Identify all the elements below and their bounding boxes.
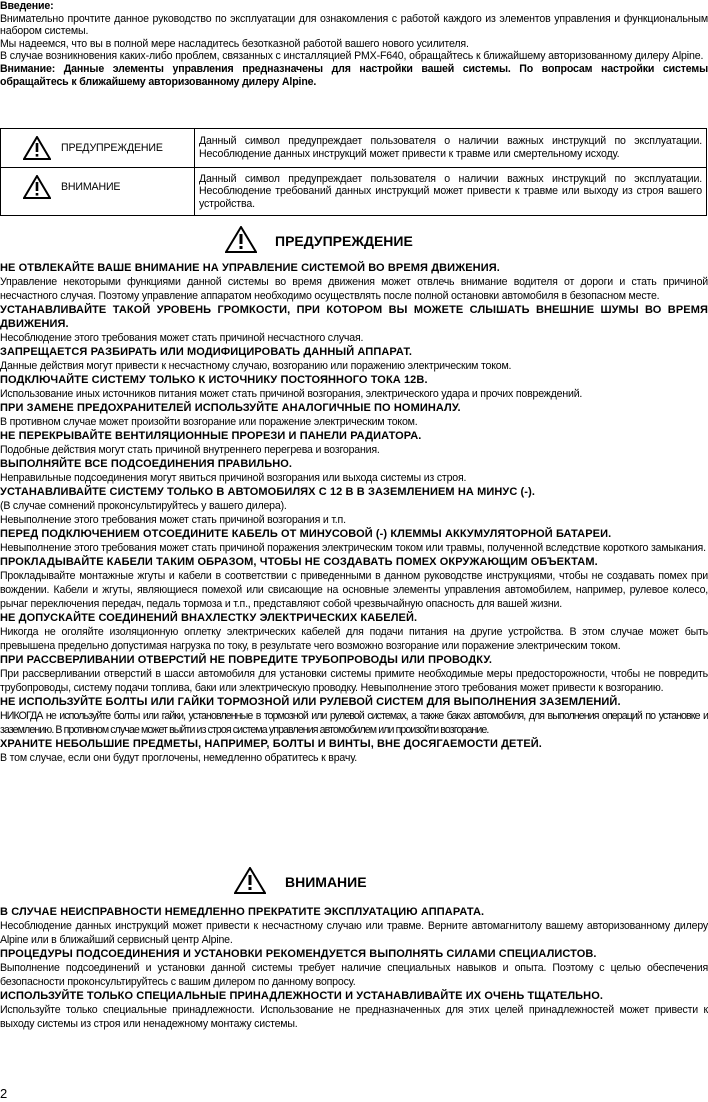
warning-item-text: Несоблюдение этого требования может стать причиной несчастного случая.: [0, 332, 364, 344]
caution-item-text: Выполнение подсоединений и установки данной системы требует наличие специальных навыков и опыта. Поэтому с целью обеспечения безопасности проконсультируйтесь с вашим дилером по данному вопросу.: [0, 962, 708, 988]
symbol-label: ВНИМАНИЕ: [61, 181, 121, 193]
warning-triangle-icon: [234, 867, 266, 894]
warning-triangle-icon: [225, 226, 257, 253]
warning-item-heading: ХРАНИТЕ НЕБОЛЬШИЕ ПРЕДМЕТЫ, НАПРИМЕР, БОЛТЫ И ВИНТЫ, ВНЕ ДОСЯГАЕМОСТИ ДЕТЕЙ.: [0, 738, 542, 750]
caution-item-heading: В СЛУЧАЕ НЕИСПРАВНОСТИ НЕМЕДЛЕННО ПРЕКРАТИТЕ ЭКСПЛУАТАЦИЮ АППАРАТА.: [0, 906, 485, 918]
warning-heading-text: ПРЕДУПРЕЖДЕНИЕ: [275, 233, 413, 249]
warning-item-text: НИКОГДА не используйте болты или гайки, установленные в тормозной или рулевой системах, а также баках автомобиля, для выполнения операций по установке и заземлению. В противном случае может выйти из строя система управления автомобилем или произойти возгорание.: [0, 710, 708, 736]
warning-item-heading: ЗАПРЕЩАЕТСЯ РАЗБИРАТЬ ИЛИ МОДИФИЦИРОВАТЬ ДАННЫЙ АППАРАТ.: [0, 346, 413, 358]
warning-item-heading: ВЫПОЛНЯЙТЕ ВСЕ ПОДСОЕДИНЕНИЯ ПРАВИЛЬНО.: [0, 458, 293, 470]
intro-paragraph: Внимательно прочтите данное руководство по эксплуатации для ознакомления с работой каждого из элементов управления и функциональным набором системы.: [0, 12, 708, 38]
symbol-label-cell: [1, 129, 195, 168]
warning-item-text: Управление некоторыми функциями данной системы во время движения может отвлечь внимание водителя от дороги и стать причиной несчастного случая. Поэтому управление аппаратом необходимо осуществлять после полной остановки автомобиля в безопасном месте.: [0, 276, 708, 302]
intro-section: [0, 0, 708, 88]
warning-item-text: Невыполнение этого требования может стать причиной поражения электрическим током или травмы, полученной вследствие короткого замыкания.: [0, 542, 706, 554]
warning-item-text: Подобные действия могут стать причиной внутреннего перегрева и возгорания.: [0, 444, 380, 456]
symbol-description: Данный символ предупреждает пользователя о наличии важных инструкций по эксплуатации. Несоблюдение требований данных инструкций может привести к травме или выходу из строя вашего устройства.: [195, 168, 707, 216]
warning-item-text: Невыполнение этого требования может стать причиной возгорания и т.п.: [0, 514, 346, 526]
warning-section: [0, 261, 708, 765]
warning-item-text: Данные действия могут привести к несчастному случаю, возгоранию или поражению электрическим током.: [0, 360, 512, 372]
caution-item-heading: ИСПОЛЬЗУЙТЕ ТОЛЬКО СПЕЦИАЛЬНЫЕ ПРИНАДЛЕЖНОСТИ И УСТАНАВЛИВАЙТЕ ИХ ОЧЕНЬ ТЩАТЕЛЬНО.: [0, 990, 604, 1002]
intro-paragraph: Мы надеемся, что вы в полной мере насладитесь безотказной работой вашего нового усилителя.: [0, 37, 469, 50]
warning-item-heading: ПОДКЛЮЧАЙТЕ СИСТЕМУ ТОЛЬКО К ИСТОЧНИКУ ПОСТОЯННОГО ТОКА 12В.: [0, 374, 428, 386]
warning-item-heading: НЕ ОТВЛЕКАЙТЕ ВАШЕ ВНИМАНИЕ НА УПРАВЛЕНИЕ СИСТЕМОЙ ВО ВРЕМЯ ДВИЖЕНИЯ.: [0, 262, 500, 274]
warning-item-heading: НЕ ПЕРЕКРЫВАЙТЕ ВЕНТИЛЯЦИОННЫЕ ПРОРЕЗИ И ПАНЕЛИ РАДИАТОРА.: [0, 430, 422, 442]
warning-item-heading: НЕ ИСПОЛЬЗУЙТЕ БОЛТЫ ИЛИ ГАЙКИ ТОРМОЗНОЙ ИЛИ РУЛЕВОЙ СИСТЕМ ДЛЯ ВЫПОЛНЕНИЯ ЗАЗЕМЛЕНИЙ.: [0, 696, 621, 708]
warning-item-heading: ПРИ РАССВЕРЛИВАНИИ ОТВЕРСТИЙ НЕ ПОВРЕДИТЕ ТРУБОПРОВОДЫ ИЛИ ПРОВОДКУ.: [0, 654, 493, 666]
warning-item-text: При рассверливании отверстий в шасси автомобиля для установки системы примите необходимые меры предосторожности, чтобы не повредить трубопроводы, систему подачи топлива, баки или электрическую проводку. Невыполнение этого требования может привести к возгоранию.: [0, 668, 708, 694]
table-row: [1, 168, 707, 216]
warning-item-heading: НЕ ДОПУСКАЙТЕ СОЕДИНЕНИЙ ВНАХЛЕСТКУ ЭЛЕКТРИЧЕСКИХ КАБЕЛЕЙ.: [0, 612, 418, 624]
intro-title: Введение:: [0, 0, 54, 12]
warning-triangle-icon: [23, 175, 51, 199]
intro-paragraph: В случае возникновения каких-либо проблем, связанных с инсталляцией PMX-F640, обращайтесь к ближайшему авторизованному дилеру Alpine.: [0, 50, 704, 63]
caution-item-text: Несоблюдение данных инструкций может привести к несчастному случаю или травме. Верните автомагнитолу вашему авторизованному дилеру Alpine или в ближайший сервисный центр Alpine.: [0, 920, 708, 946]
warning-item-text: (В случае сомнений проконсультируйтесь у вашего дилера).: [0, 500, 287, 512]
caution-section: [0, 905, 708, 1031]
warning-item-text: Никогда не оголяйте изоляционную оплетку электрических кабелей для подачи питания на другие устройства. В этом случае может быть превышена предельно допустимая нагрузка по току, в результате чего возможно возгорание или поражение электрическим током.: [0, 626, 708, 652]
warning-item-heading: ПРОКЛАДЫВАЙТЕ КАБЕЛИ ТАКИМ ОБРАЗОМ, ЧТОБЫ НЕ СОЗДАВАТЬ ПОМЕХ ОКРУЖАЮЩИМ ОБЪЕКТАМ.: [0, 556, 598, 568]
warning-item-text: Использование иных источников питания может стать причиной возгорания, электрического удара и прочих повреждений.: [0, 388, 583, 400]
warning-item-text: В противном случае может произойти возгорание или поражение электрическим током.: [0, 416, 418, 428]
symbol-legend-table: [0, 128, 707, 216]
symbol-description: Данный символ предупреждает пользователя о наличии важных инструкций по эксплуатации. Несоблюдение данных инструкций может привести к травме или смертельному исходу.: [195, 129, 707, 168]
page-number: 2: [0, 1086, 8, 1101]
symbol-label-cell: [1, 168, 195, 216]
intro-notice: Внимание: Данные элементы управления предназначены для настройки вашей системы. По вопросам настройки системы обращайтесь к ближайшему авторизованному дилеру Alpine.: [0, 62, 708, 88]
warning-item-heading: ПРИ ЗАМЕНЕ ПРЕДОХРАНИТЕЛЕЙ ИСПОЛЬЗУЙТЕ АНАЛОГИЧНЫЕ ПО НОМИНАЛУ.: [0, 402, 461, 414]
warning-item-text: Прокладывайте монтажные жгуты и кабели в соответствии с приведенными в данном руководстве инструкциями, чтобы не создавать помех при вождении. Кабели и жгуты, являющиеся помехой или свисающие на основные элементы управления автомобилем, например, рулевое колесо, рычаг переключения передач, педаль тормоза и т.п., представляют собой чрезвычайную опасность для вашей жизни.: [0, 570, 708, 610]
warning-item-text: Неправильные подсоединения могут явиться причиной возгорания или выхода системы из строя.: [0, 472, 467, 484]
caution-item-text: Используйте только специальные принадлежности. Использование не предназначенных для этих целей принадлежностей может привести к выходу системы из строя или ненадежному монтажу системы.: [0, 1004, 708, 1030]
warning-item-heading: ПЕРЕД ПОДКЛЮЧЕНИЕМ ОТСОЕДИНИТЕ КАБЕЛЬ ОТ МИНУСОВОЙ (-) КЛЕММЫ АККУМУЛЯТОРНОЙ БАТАРЕИ.: [0, 528, 612, 540]
table-row: [1, 129, 707, 168]
warning-item-heading: УСТАНАВЛИВАЙТЕ ТАКОЙ УРОВЕНЬ ГРОМКОСТИ, ПРИ КОТОРОМ ВЫ МОЖЕТЕ СЛЫШАТЬ ВНЕШНИЕ ШУМЫ ВО ВРЕМЯ ДВИЖЕНИЯ.: [0, 304, 708, 330]
warning-triangle-icon: [23, 136, 51, 160]
symbol-label: ПРЕДУПРЕЖДЕНИЕ: [61, 142, 163, 154]
caution-heading-text: ВНИМАНИЕ: [285, 874, 367, 890]
warning-item-heading: УСТАНАВЛИВАЙТЕ СИСТЕМУ ТОЛЬКО В АВТОМОБИЛЯХ С 12 В В ЗАЗЕМЛЕНИЕМ НА МИНУС (-).: [0, 486, 535, 498]
caution-heading: [0, 867, 708, 895]
warning-heading: [0, 226, 708, 254]
caution-item-heading: ПРОЦЕДУРЫ ПОДСОЕДИНЕНИЯ И УСТАНОВКИ РЕКОМЕНДУЕТСЯ ВЫПОЛНЯТЬ СИЛАМИ СПЕЦИАЛИСТОВ.: [0, 948, 597, 960]
warning-item-text: В том случае, если они будут проглочены, немедленно обратитесь к врачу.: [0, 752, 357, 764]
